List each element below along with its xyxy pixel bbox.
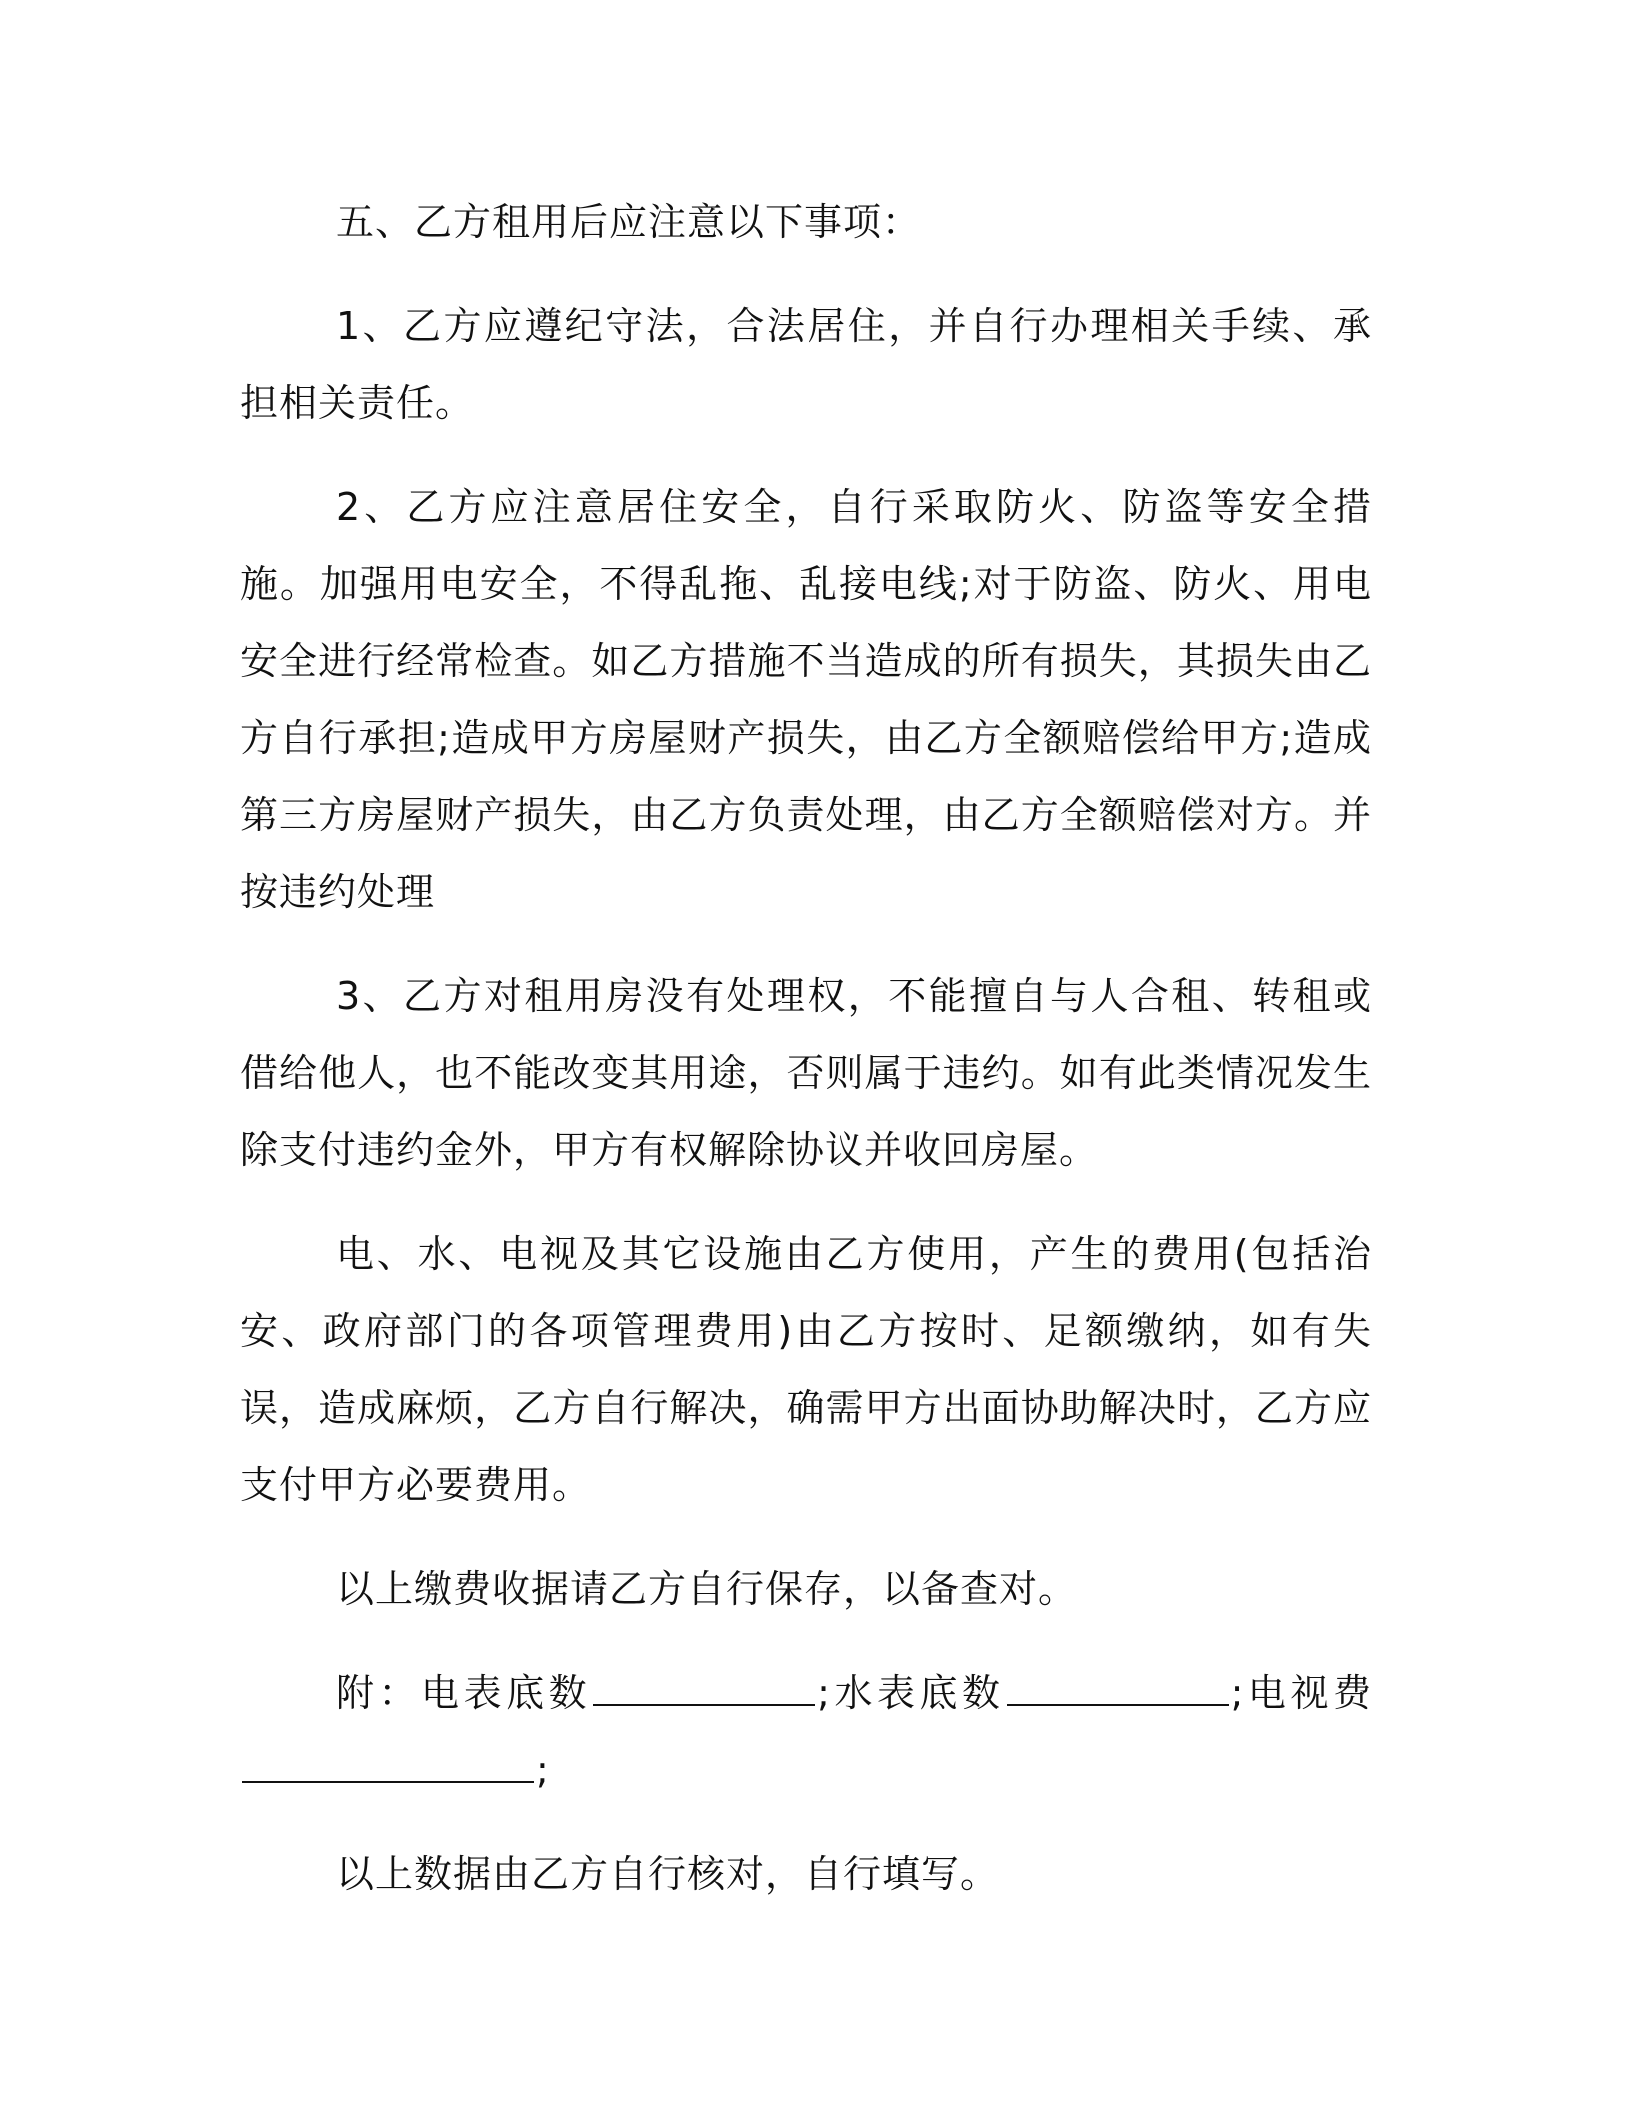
clause-3: 3、乙方对租用房没有处理权，不能擅自与人合租、转租或借给他人，也不能改变其用途，否则属于违约。如有此类情况发生除支付违约金外，甲方有权解除协议并收回房屋。 xyxy=(240,974,1372,1172)
appendix-tv-label: ;电视费 xyxy=(1230,1671,1372,1715)
section-heading: 五、乙方租用后应注意以下事项： xyxy=(336,200,922,244)
clause-2: 2、乙方应注意居住安全，自行采取防火、防盗等安全措施。加强用电安全，不得乱拖、乱接电线;对于防盗、防火、用电安全进行经常检查。如乙方措施不当造成的所有损失，其损失由乙方自行承担;造成甲方房屋财产损失，由乙方全额赔偿给甲方;造成第三方房屋财产损失，由乙方负责处理，由乙方全额赔偿对方。并按违约处理 xyxy=(240,485,1372,914)
water-meter-blank[interactable] xyxy=(1007,1674,1229,1706)
tv-fee-blank[interactable] xyxy=(242,1751,534,1783)
receipts-paragraph: 以上缴费收据请乙方自行保存，以备查对。 xyxy=(336,1567,1078,1611)
utilities-paragraph: 电、水、电视及其它设施由乙方使用，产生的费用(包括治安、政府部门的各项管理费用)由乙方按时、足额缴纳，如有失误，造成麻烦，乙方自行解决，确需甲方出面协助解决时，乙方应支付甲方必要费用。 xyxy=(240,1232,1372,1507)
appendix-paragraph xyxy=(240,1655,1372,1809)
clause-1: 1、乙方应遵纪守法，合法居住，并自行办理相关手续、承担相关责任。 xyxy=(240,304,1372,425)
closing-paragraph: 以上数据由乙方自行核对，自行填写。 xyxy=(336,1852,1000,1896)
appendix-end: ; xyxy=(536,1748,550,1792)
document-page xyxy=(240,184,1372,1913)
appendix-prefix: 附：电表底数 xyxy=(336,1671,592,1715)
electric-meter-blank[interactable] xyxy=(593,1674,815,1706)
appendix-water-label: ;水表底数 xyxy=(817,1671,1005,1715)
